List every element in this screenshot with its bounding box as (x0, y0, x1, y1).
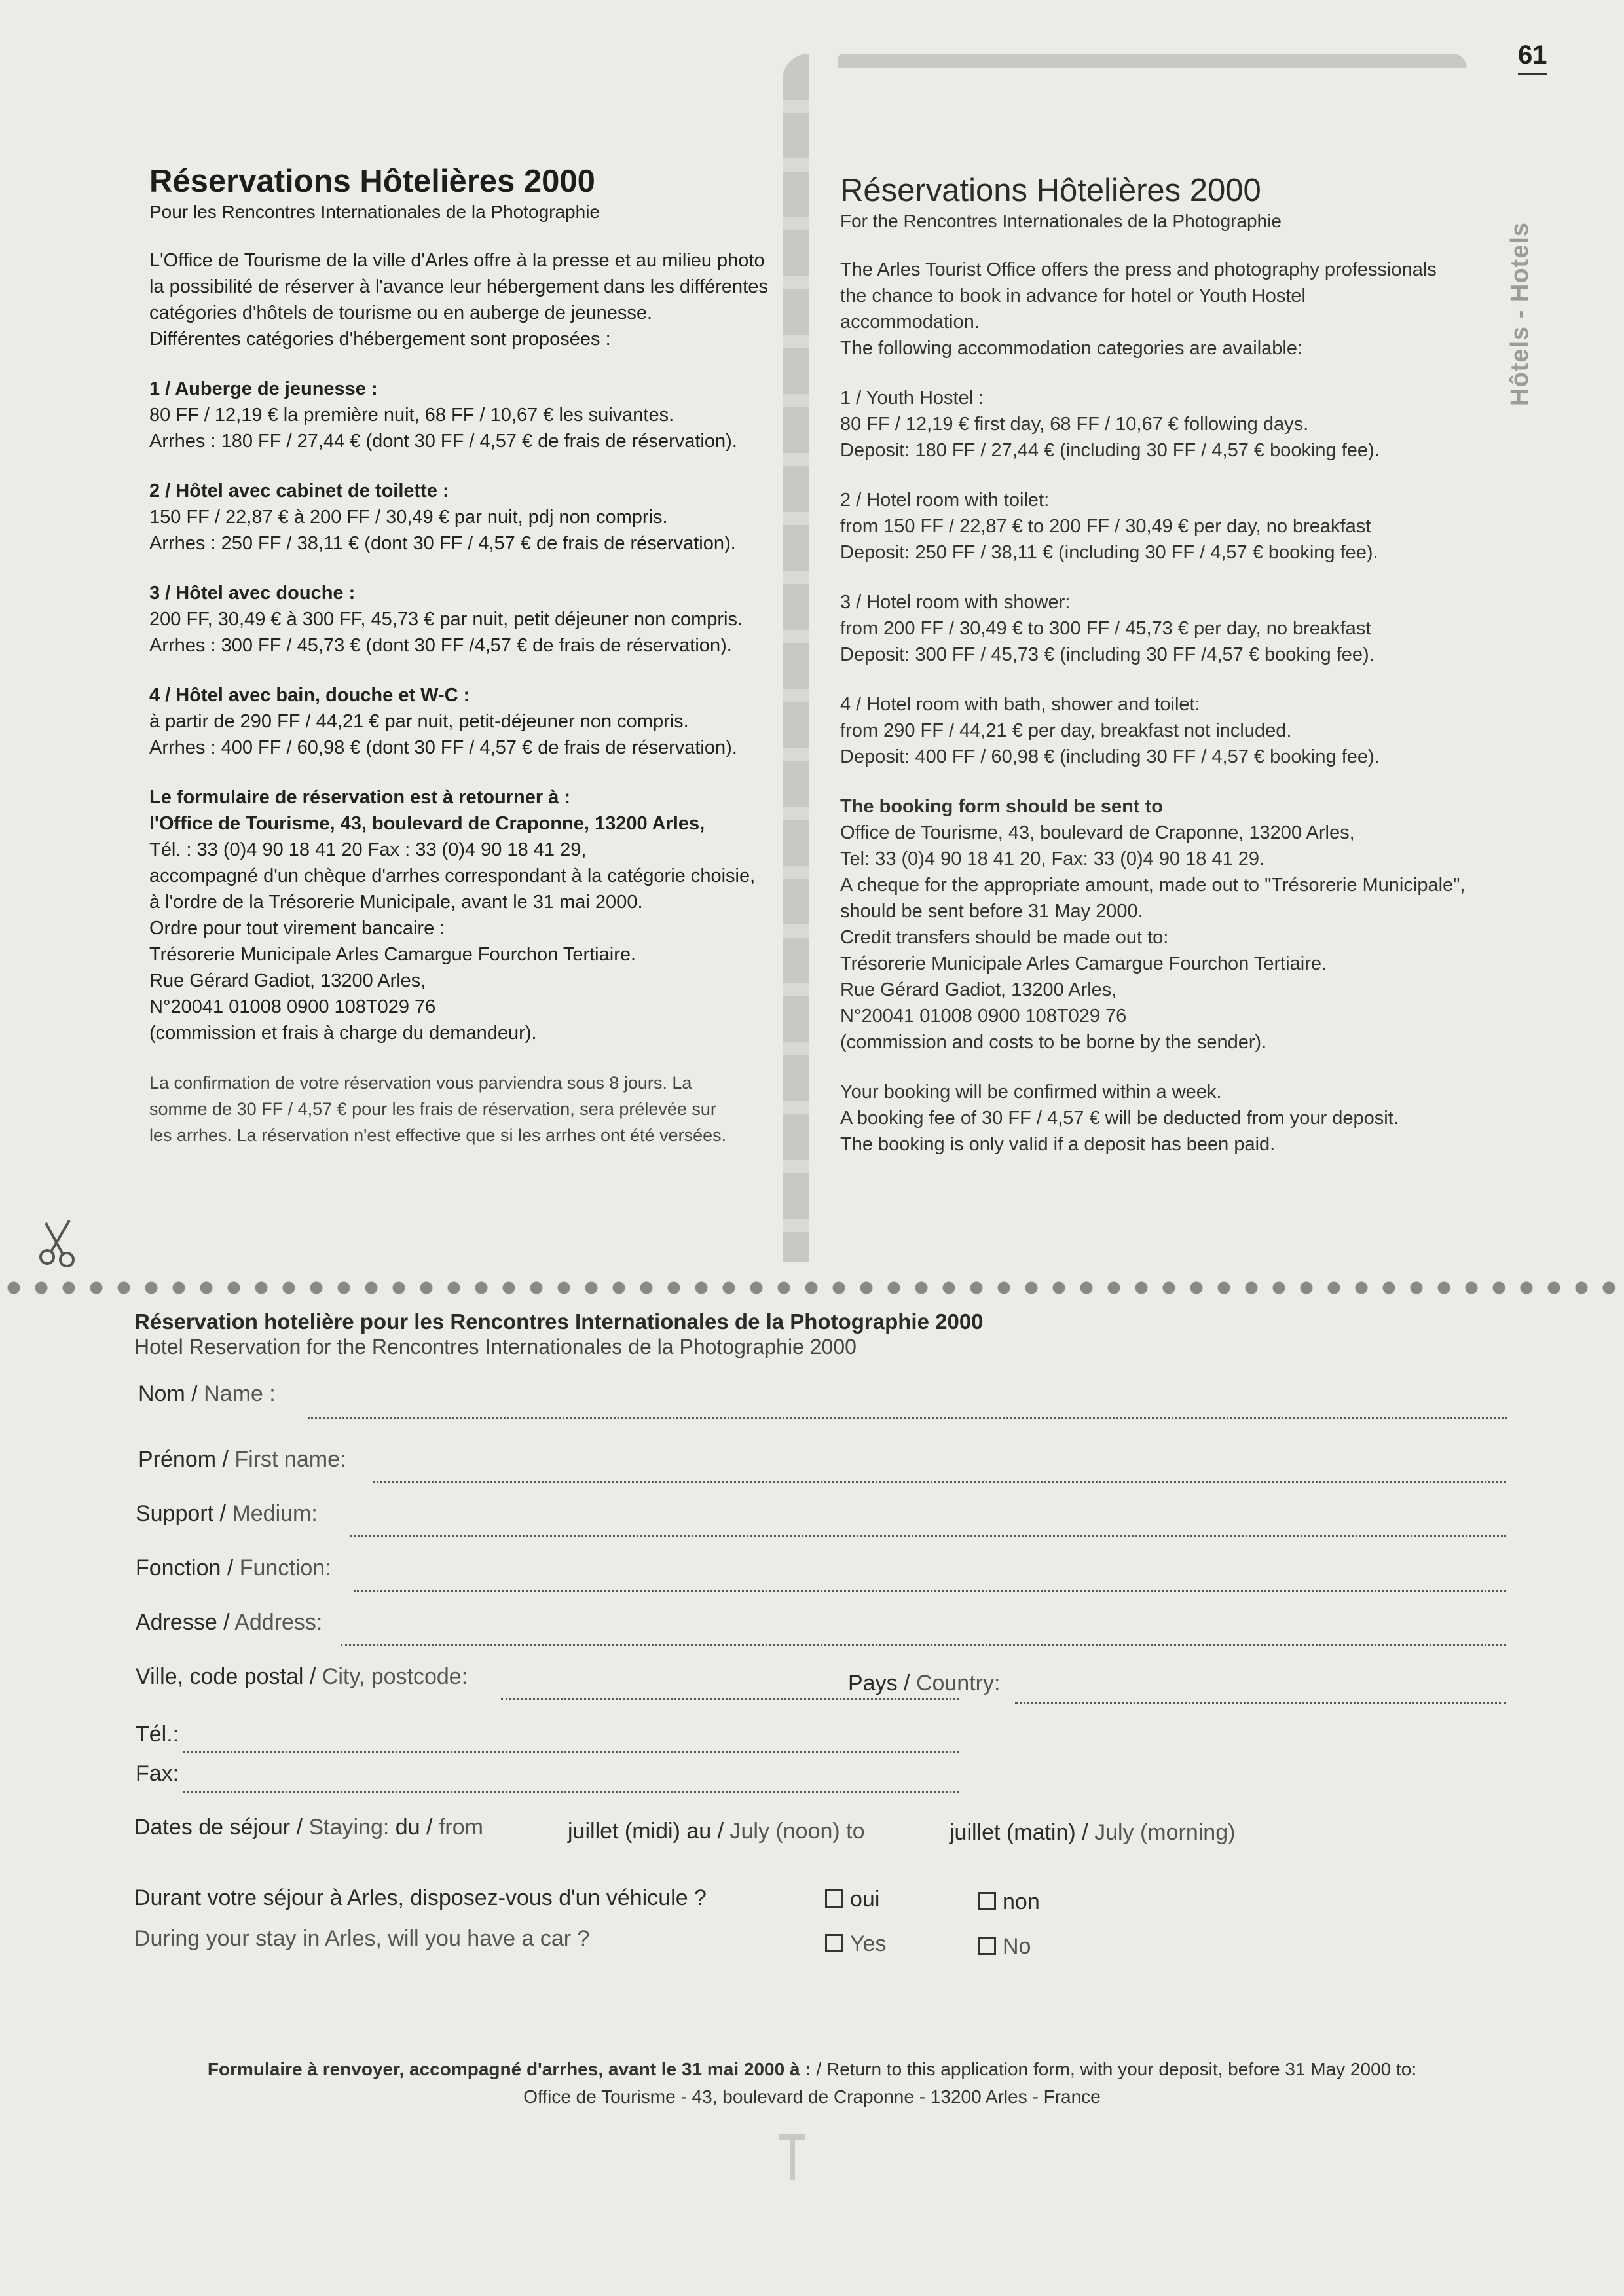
fr-title: Réservations Hôtelières 2000 (149, 164, 595, 199)
fr-intro-line: catégories d'hôtels de tourisme ou en auberge de jeunesse. (149, 302, 653, 323)
name-field-label (138, 1381, 276, 1407)
en-category-4 (840, 691, 1469, 770)
fr-return-line: Trésorerie Municipale Arles Camargue Fourchon Tertiaire. (149, 944, 637, 965)
stay-july-morning-fr: juillet (matin) / (950, 1820, 1095, 1845)
checkbox-yes-label: Yes (850, 1931, 887, 1956)
stay-july-noon (568, 1819, 865, 1844)
en-category-line: 80 FF / 12,19 € first day, 68 FF / 10,67 € following days. (840, 414, 1309, 435)
en-return-title: The booking form should be sent to (840, 796, 1163, 817)
fr-intro-line: Différentes catégories d'hébergement sont proposées : (149, 329, 611, 350)
fr-category-title: 4 / Hôtel avec bain, douche et W-C : (149, 685, 470, 706)
footer-line-1-fr: Formulaire à renvoyer, accompagné d'arrhes, avant le 31 mai 2000 à : (207, 2059, 817, 2079)
en-category-1 (840, 385, 1469, 464)
name-field[interactable] (308, 1417, 1507, 1419)
decorative-frame-top (838, 54, 1467, 68)
stay-from-en: from (438, 1815, 483, 1840)
tel-field[interactable] (183, 1751, 959, 1753)
en-intro-line: The Arles Tourist Office offers the press and photography professionals (840, 259, 1437, 280)
en-return-line: Credit transfers should be made out to: (840, 927, 1169, 948)
city-label-fr: Ville, code postal / (136, 1664, 322, 1689)
fr-category-3 (149, 580, 778, 659)
address-label-fr: Adresse / (136, 1610, 235, 1635)
checkbox-icon[interactable] (978, 1937, 996, 1955)
checkbox-icon[interactable] (978, 1892, 996, 1910)
en-intro-line: accommodation. (840, 312, 980, 333)
en-confirm-line: The booking is only valid if a deposit has been paid. (840, 1134, 1276, 1155)
country-field[interactable] (1015, 1702, 1506, 1704)
en-category-line: 1 / Youth Hostel : (840, 388, 984, 409)
en-return-line: Tel: 33 (0)4 90 18 41 20, Fax: 33 (0)4 90 18 41 29. (840, 848, 1265, 869)
name-label-en: Name : (204, 1381, 276, 1406)
english-column (840, 172, 1469, 1181)
en-intro (840, 257, 1469, 361)
fr-category-line: 150 FF / 22,87 € à 200 FF / 30,49 € par nuit, pdj non compris. (149, 507, 668, 528)
footer-line-1 (0, 2056, 1624, 2083)
country-label-fr: Pays / (848, 1671, 916, 1696)
en-category-line: from 290 FF / 44,21 € per day, breakfast not included. (840, 720, 1292, 741)
fr-category-line: Arrhes : 250 FF / 38,11 € (dont 30 FF / 4,57 € de frais de réservation). (149, 533, 736, 554)
checkbox-oui-label: oui (850, 1887, 880, 1912)
fr-return-address: l'Office de Tourisme, 43, boulevard de Craponne, 13200 Arles, (149, 813, 705, 834)
en-return-line: (commission and costs to be borne by the sender). (840, 1032, 1267, 1053)
section-side-label: Hôtels - Hotels (1506, 221, 1534, 406)
medium-field[interactable] (350, 1535, 1506, 1537)
cut-line (0, 1279, 1624, 1296)
stay-july-morning-en: July (morning) (1094, 1820, 1236, 1845)
fr-return-line: Ordre pour tout virement bancaire : (149, 918, 445, 939)
fr-confirm-line: La confirmation de votre réservation vous parviendra sous 8 jours. La (149, 1073, 692, 1093)
fr-confirmation (149, 1070, 778, 1148)
fr-return-line: accompagné d'un chèque d'arrhes correspondant à la catégorie choisie, (149, 866, 756, 886)
first-name-field-label (138, 1447, 346, 1472)
checkbox-non[interactable] (978, 1889, 1040, 1915)
name-label-fr: Nom / (138, 1381, 204, 1406)
en-category-line: Deposit: 400 FF / 60,98 € (including 30 FF / 4,57 € booking fee). (840, 746, 1380, 767)
fr-subtitle: Pour les Rencontres Internationales de la Photographie (149, 202, 600, 222)
stay-july-noon-en: July (noon) to (729, 1819, 865, 1844)
stay-dates-row (134, 1815, 483, 1840)
stay-from-fr: du / (395, 1815, 439, 1840)
fr-category-line: Arrhes : 400 FF / 60,98 € (dont 30 FF / 4,57 € de frais de réservation). (149, 737, 737, 758)
fr-category-line: 200 FF, 30,49 € à 300 FF, 45,73 € par nuit, petit déjeuner non compris. (149, 609, 743, 630)
fr-return-title: Le formulaire de réservation est à retourner à : (149, 787, 571, 808)
fax-field[interactable] (183, 1791, 959, 1793)
fax-field-label: Fax: (136, 1761, 179, 1786)
fr-category-line: Arrhes : 180 FF / 27,44 € (dont 30 FF / 4,57 € de frais de réservation). (149, 431, 737, 452)
fr-return-line: Tél. : 33 (0)4 90 18 41 20 Fax : 33 (0)4 90 18 41 29, (149, 839, 587, 860)
checkbox-oui[interactable] (825, 1887, 879, 1912)
function-label-en: Function: (239, 1556, 331, 1580)
country-field-label (848, 1671, 1000, 1696)
decorative-frame-divider (783, 54, 809, 1262)
en-return-line: Office de Tourisme, 43, boulevard de Craponne, 13200 Arles, (840, 822, 1355, 843)
en-confirm-line: A booking fee of 30 FF / 4,57 € will be deducted from your deposit. (840, 1108, 1399, 1129)
fr-intro-line: la possibilité de réserver à l'avance leur hébergement dans les différentes (149, 276, 768, 297)
scissors-icon (37, 1216, 80, 1269)
first-name-label-fr: Prénom / (138, 1447, 235, 1472)
en-category-3 (840, 589, 1469, 668)
fr-category-title: 2 / Hôtel avec cabinet de toilette : (149, 481, 449, 501)
en-return-info (840, 793, 1469, 1055)
checkbox-no-label: No (1003, 1934, 1031, 1959)
fr-category-4 (149, 682, 778, 761)
form-subtitle: Hotel Reservation for the Rencontres Internationales de la Photographie 2000 (134, 1335, 857, 1358)
stay-july-noon-fr: juillet (midi) au / (568, 1819, 730, 1844)
function-field[interactable] (354, 1590, 1506, 1592)
stay-label-en: Staying: (308, 1815, 396, 1840)
en-category-line: 3 / Hotel room with shower: (840, 592, 1071, 613)
en-category-line: Deposit: 180 FF / 27,44 € (including 30 FF / 4,57 € booking fee). (840, 440, 1380, 461)
medium-field-label (136, 1501, 318, 1527)
decorative-bottom-mark (779, 2134, 805, 2180)
address-field[interactable] (341, 1644, 1506, 1646)
page-number: 61 (1518, 41, 1547, 75)
en-category-line: 4 / Hotel room with bath, shower and toilet: (840, 694, 1200, 715)
en-confirm-line: Your booking will be confirmed within a week. (840, 1082, 1222, 1102)
footer-line-1-en: / Return to this application form, with your deposit, before 31 May 2000 to: (816, 2059, 1417, 2079)
stay-label-fr: Dates de séjour / (134, 1815, 309, 1840)
french-column (149, 162, 778, 1172)
en-return-line: N°20041 01008 0900 108T029 76 (840, 1006, 1127, 1027)
medium-label-en: Medium: (232, 1501, 318, 1526)
first-name-label-en: First name: (234, 1447, 346, 1472)
address-label-en: Address: (234, 1610, 323, 1635)
fr-category-2 (149, 478, 778, 556)
stay-july-morning (950, 1820, 1235, 1846)
address-field-label (136, 1610, 322, 1635)
en-category-2 (840, 487, 1469, 566)
fr-confirm-line: somme de 30 FF / 4,57 € pour les frais de réservation, sera prélevée sur (149, 1099, 716, 1119)
footer-line-2: Office de Tourisme - 43, boulevard de Craponne - 13200 Arles - France (523, 2086, 1101, 2107)
fr-category-1 (149, 376, 778, 454)
first-name-field[interactable] (373, 1481, 1506, 1483)
checkbox-no[interactable] (978, 1934, 1031, 1959)
fr-intro (149, 247, 778, 352)
car-question-en: During your stay in Arles, will you have a car ? (134, 1926, 590, 1951)
fr-category-title: 1 / Auberge de jeunesse : (149, 378, 378, 399)
function-label-fr: Fonction / (136, 1556, 240, 1580)
reservation-form (134, 1309, 1378, 1959)
city-label-en: City, postcode: (322, 1664, 468, 1689)
checkbox-yes[interactable] (825, 1931, 886, 1957)
en-title: Réservations Hôtelières 2000 (840, 173, 1261, 208)
fr-return-info (149, 784, 778, 1046)
checkbox-icon[interactable] (825, 1889, 843, 1908)
tel-field-label: Tél.: (136, 1722, 179, 1747)
en-category-line: 2 / Hotel room with toilet: (840, 490, 1050, 511)
en-intro-line: the chance to book in advance for hotel or Youth Hostel (840, 285, 1306, 306)
fr-return-line: N°20041 01008 0900 108T029 76 (149, 996, 436, 1017)
medium-label-fr: Support / (136, 1501, 232, 1526)
form-footer (0, 2056, 1624, 2111)
function-field-label (136, 1556, 331, 1581)
fr-return-line: (commission et frais à charge du demandeur). (149, 1023, 537, 1044)
city-field[interactable] (501, 1698, 959, 1700)
fr-category-line: 80 FF / 12,19 € la première nuit, 68 FF / 10,67 € les suivantes. (149, 405, 674, 426)
en-return-line: Rue Gérard Gadiot, 13200 Arles, (840, 979, 1117, 1000)
checkbox-non-label: non (1003, 1889, 1040, 1914)
en-category-line: from 200 FF / 30,49 € to 300 FF / 45,73 € per day, no breakfast (840, 618, 1371, 639)
city-field-label (136, 1664, 468, 1690)
fr-confirm-line: les arrhes. La réservation n'est effective que si les arrhes ont été versées. (149, 1125, 727, 1145)
fr-intro-line: L'Office de Tourisme de la ville d'Arles offre à la presse et au milieu photo (149, 250, 765, 271)
en-intro-line: The following accommodation categories are available: (840, 338, 1303, 359)
en-return-line: should be sent before 31 May 2000. (840, 901, 1143, 922)
en-subtitle: For the Rencontres Internationales de la Photographie (840, 211, 1282, 231)
form-title: Réservation hotelière pour les Rencontres Internationales de la Photographie 2000 (134, 1309, 984, 1334)
fr-category-line: à partir de 290 FF / 44,21 € par nuit, petit-déjeuner non compris. (149, 711, 689, 732)
fr-category-line: Arrhes : 300 FF / 45,73 € (dont 30 FF /4,57 € de frais de réservation). (149, 635, 732, 656)
en-category-line: Deposit: 250 FF / 38,11 € (including 30 FF / 4,57 € booking fee). (840, 542, 1378, 563)
en-category-line: from 150 FF / 22,87 € to 200 FF / 30,49 € per day, no breakfast (840, 516, 1371, 537)
fr-return-line: à l'ordre de la Trésorerie Municipale, avant le 31 mai 2000. (149, 892, 643, 913)
en-return-line: Trésorerie Municipale Arles Camargue Fourchon Tertiaire. (840, 953, 1327, 974)
en-category-line: Deposit: 300 FF / 45,73 € (including 30 FF /4,57 € booking fee). (840, 644, 1375, 665)
fr-category-title: 3 / Hôtel avec douche : (149, 583, 356, 604)
en-confirmation (840, 1079, 1469, 1157)
en-return-line: A cheque for the appropriate amount, made out to "Trésorerie Municipale", (840, 875, 1466, 896)
country-label-en: Country: (915, 1671, 1001, 1696)
car-question-fr: Durant votre séjour à Arles, disposez-vous d'un véhicule ? (134, 1886, 707, 1910)
fr-return-line: Rue Gérard Gadiot, 13200 Arles, (149, 970, 426, 991)
checkbox-icon[interactable] (825, 1934, 843, 1952)
